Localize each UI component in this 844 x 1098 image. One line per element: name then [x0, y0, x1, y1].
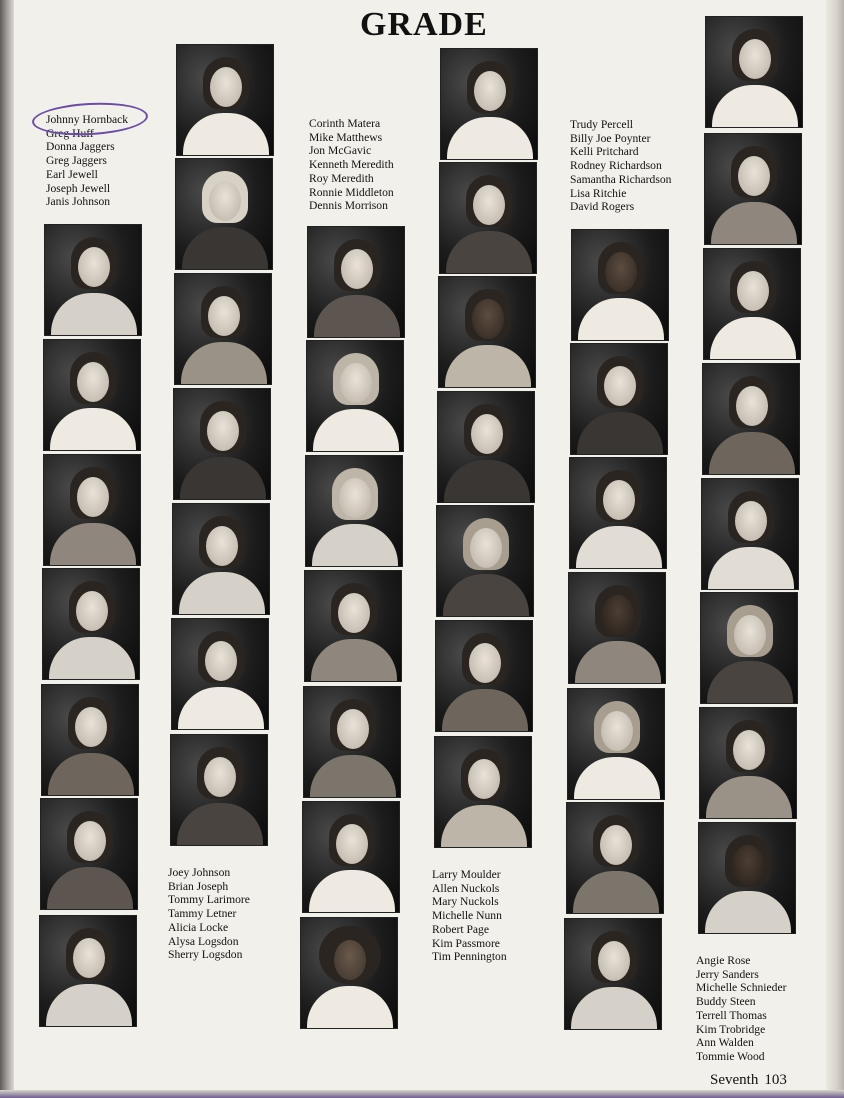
page-bottom-edge [0, 1090, 844, 1098]
student-photo [436, 505, 534, 617]
student-name: Michelle Nunn [432, 909, 502, 923]
student-name: Jon McGavic [309, 144, 372, 158]
student-name: Alysa Logsdon [168, 934, 239, 948]
student-name: Corinth Matera [309, 117, 381, 130]
student-name: Kim Trobridge [696, 1022, 766, 1036]
student-name: Johnny Hornback [46, 113, 129, 126]
student-photo [39, 915, 137, 1027]
ink-circle-annotation [31, 100, 149, 138]
student-photo [172, 503, 270, 615]
student-photo [569, 457, 667, 569]
student-photo [566, 802, 664, 914]
name-list-5 [570, 118, 671, 214]
student-name: Kenneth Meredith [309, 158, 394, 172]
student-photo [306, 340, 404, 452]
page-number: 103 [764, 1072, 787, 1088]
student-name: Tommy Larimore [168, 893, 250, 907]
student-name: Larry Moulder [432, 868, 501, 881]
student-photo [176, 44, 274, 156]
student-name: Kim Passmore [432, 936, 500, 950]
student-photo [567, 688, 665, 800]
student-name: Joey Johnson [168, 866, 231, 879]
student-name: Ann Walden [696, 1036, 754, 1050]
student-name: Lisa Ritchie [570, 186, 627, 200]
student-photo [440, 48, 538, 160]
student-name: Tammy Letner [168, 907, 237, 921]
student-photo [570, 343, 668, 455]
page-footer [710, 1072, 793, 1089]
student-photo [704, 133, 802, 245]
student-photo [305, 455, 403, 567]
student-name: Joseph Jewell [46, 181, 111, 195]
student-photo [435, 620, 533, 732]
student-name: Janis Johnson [46, 195, 111, 209]
student-photo [702, 363, 800, 475]
student-name: Sherry Logsdon [168, 948, 243, 962]
student-name: Angie Rose [696, 954, 751, 967]
student-name: Billy Joe Poynter [570, 131, 651, 145]
page-title: GRADE [360, 6, 488, 43]
student-name: Rodney Richardson [570, 159, 662, 173]
student-photo [703, 248, 801, 360]
student-photo [437, 391, 535, 503]
student-name: Mike Matthews [309, 130, 383, 144]
student-photo [304, 570, 402, 682]
student-photo [170, 734, 268, 846]
name-list-2 [168, 866, 250, 962]
page-edge [826, 0, 844, 1098]
student-photo [701, 478, 799, 590]
student-photo [434, 736, 532, 848]
student-name: Robert Page [432, 922, 489, 936]
student-photo [171, 618, 269, 730]
student-photo [307, 226, 405, 338]
student-photo [40, 798, 138, 910]
student-name: Earl Jewell [46, 167, 98, 181]
student-photo [568, 572, 666, 684]
section-label: Seventh [710, 1072, 759, 1088]
student-photo [174, 273, 272, 385]
student-name: Ronnie Middleton [309, 185, 394, 199]
student-photo [43, 339, 141, 451]
student-name: Buddy Steen [696, 995, 756, 1009]
student-photo [303, 686, 401, 798]
student-photo [175, 158, 273, 270]
student-name: Tommie Wood [696, 1049, 765, 1063]
student-photo [571, 229, 669, 341]
student-photo [439, 162, 537, 274]
student-photo [698, 822, 796, 934]
student-photo [43, 454, 141, 566]
student-photo [699, 707, 797, 819]
student-photo [41, 684, 139, 796]
student-photo [44, 224, 142, 336]
student-name: Mary Nuckols [432, 895, 499, 909]
student-photo [705, 16, 803, 128]
name-list-3 [309, 117, 394, 213]
book-spine [0, 0, 14, 1098]
name-list-6 [696, 954, 786, 1064]
student-name: Jerry Sanders [696, 967, 759, 981]
name-list-4 [432, 868, 507, 964]
student-name: Dennis Morrison [309, 199, 388, 213]
student-name: Alicia Locke [168, 920, 229, 934]
student-name: Brian Joseph [168, 879, 229, 893]
student-photo [438, 276, 536, 388]
student-name: Allen Nuckols [432, 881, 500, 895]
student-photo [300, 917, 398, 1029]
student-name: Donna Jaggers [46, 140, 115, 154]
student-name: Greg Huff [46, 126, 94, 140]
student-name: Greg Jaggers [46, 154, 107, 168]
student-photo [564, 918, 662, 1030]
student-photo [302, 801, 400, 913]
student-photo [173, 388, 271, 500]
student-name: Tim Pennington [432, 950, 507, 964]
student-photo [700, 592, 798, 704]
student-name: David Rogers [570, 200, 635, 214]
student-name: Samantha Richardson [570, 172, 672, 186]
student-name: Roy Meredith [309, 171, 374, 185]
student-photo [42, 568, 140, 680]
student-name: Trudy Percell [570, 118, 634, 131]
student-name: Michelle Schnieder [696, 981, 787, 995]
student-name: Terrell Thomas [696, 1008, 767, 1022]
student-name: Kelli Pritchard [570, 145, 639, 159]
